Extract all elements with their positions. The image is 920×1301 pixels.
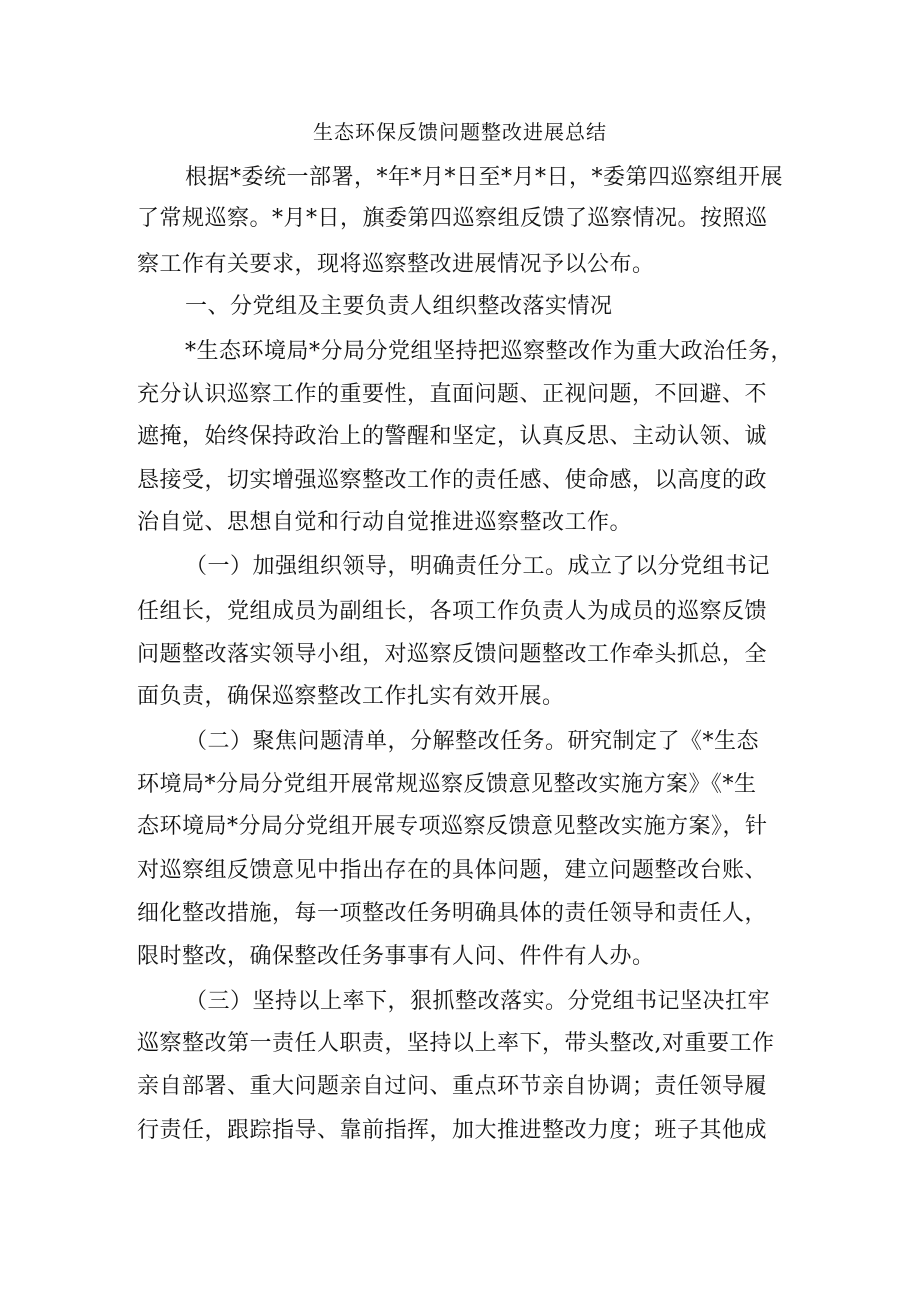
paragraph-line: 充分认识巡察工作的重要性，直面问题、正视问题，不回避、不 bbox=[137, 382, 768, 407]
paragraph-line: 行责任，跟踪指导、靠前指挥，加大推进整改力度；班子其他成 bbox=[137, 1118, 768, 1143]
subsection-line: （二）聚焦问题清单，分解整改任务。研究制定了《*生态 bbox=[185, 729, 760, 754]
section-heading: 一、分党组及主要负责人组织整改落实情况 bbox=[185, 294, 613, 319]
paragraph-line: 了常规巡察。*月*日，旗委第四巡察组反馈了巡察情况。按照巡 bbox=[137, 206, 768, 231]
paragraph-line: 根据*委统一部署，*年*月*日至*月*日，*委第四巡察组开展 bbox=[185, 165, 784, 190]
document-title: 生态环保反馈问题整改进展总结 bbox=[313, 120, 607, 144]
paragraph-line: 亲自部署、重大问题亲自过问、重点环节亲自协调；责任领导履 bbox=[137, 1074, 768, 1099]
subsection-line: （一）加强组织领导，明确责任分工。成立了以分党组书记 bbox=[185, 554, 771, 579]
paragraph-line: 面负责，确保巡察整改工作扎实有效开展。 bbox=[137, 684, 565, 709]
paragraph-line: 遮掩，始终保持政治上的警醒和坚定，认真反思、主动认领、诚 bbox=[137, 424, 768, 449]
paragraph-line: 治自觉、思想自觉和行动自觉推进巡察整改工作。 bbox=[137, 510, 633, 535]
paragraph-line: 态环境局*分局分党组开展专项巡察反馈意见整改实施方案》，针 bbox=[137, 814, 768, 839]
paragraph-line: 任组长，党组成员为副组长，各项工作负责人为成员的巡察反馈 bbox=[137, 599, 768, 624]
paragraph-line: 环境局*分局分党组开展常规巡察反馈意见整改实施方案》《*生 bbox=[137, 772, 757, 797]
paragraph-line: 巡察整改第一责任人职责，坚持以上率下，带头整改,对重要工作 bbox=[137, 1031, 775, 1056]
paragraph-line: 察工作有关要求，现将巡察整改进展情况予以公布。 bbox=[137, 252, 655, 277]
paragraph-line: 对巡察组反馈意见中指出存在的具体问题，建立问题整改台账、 bbox=[137, 858, 768, 883]
paragraph-line: 恳接受，切实增强巡察整改工作的责任感、使命感，以高度的政 bbox=[137, 468, 768, 493]
paragraph-line: *生态环境局*分局分党组坚持把巡察整改作为重大政治任务， bbox=[185, 339, 794, 364]
paragraph-line: 问题整改落实领导小组，对巡察反馈问题整改工作牵头抓总，全 bbox=[137, 642, 768, 667]
paragraph-line: 细化整改措施，每一项整改任务明确具体的责任领导和责任人， bbox=[137, 901, 768, 926]
paragraph-line: 限时整改，确保整改任务事事有人问、件件有人办。 bbox=[137, 944, 655, 969]
subsection-line: （三）坚持以上率下，狠抓整改落实。分党组书记坚决扛牢 bbox=[185, 989, 771, 1014]
